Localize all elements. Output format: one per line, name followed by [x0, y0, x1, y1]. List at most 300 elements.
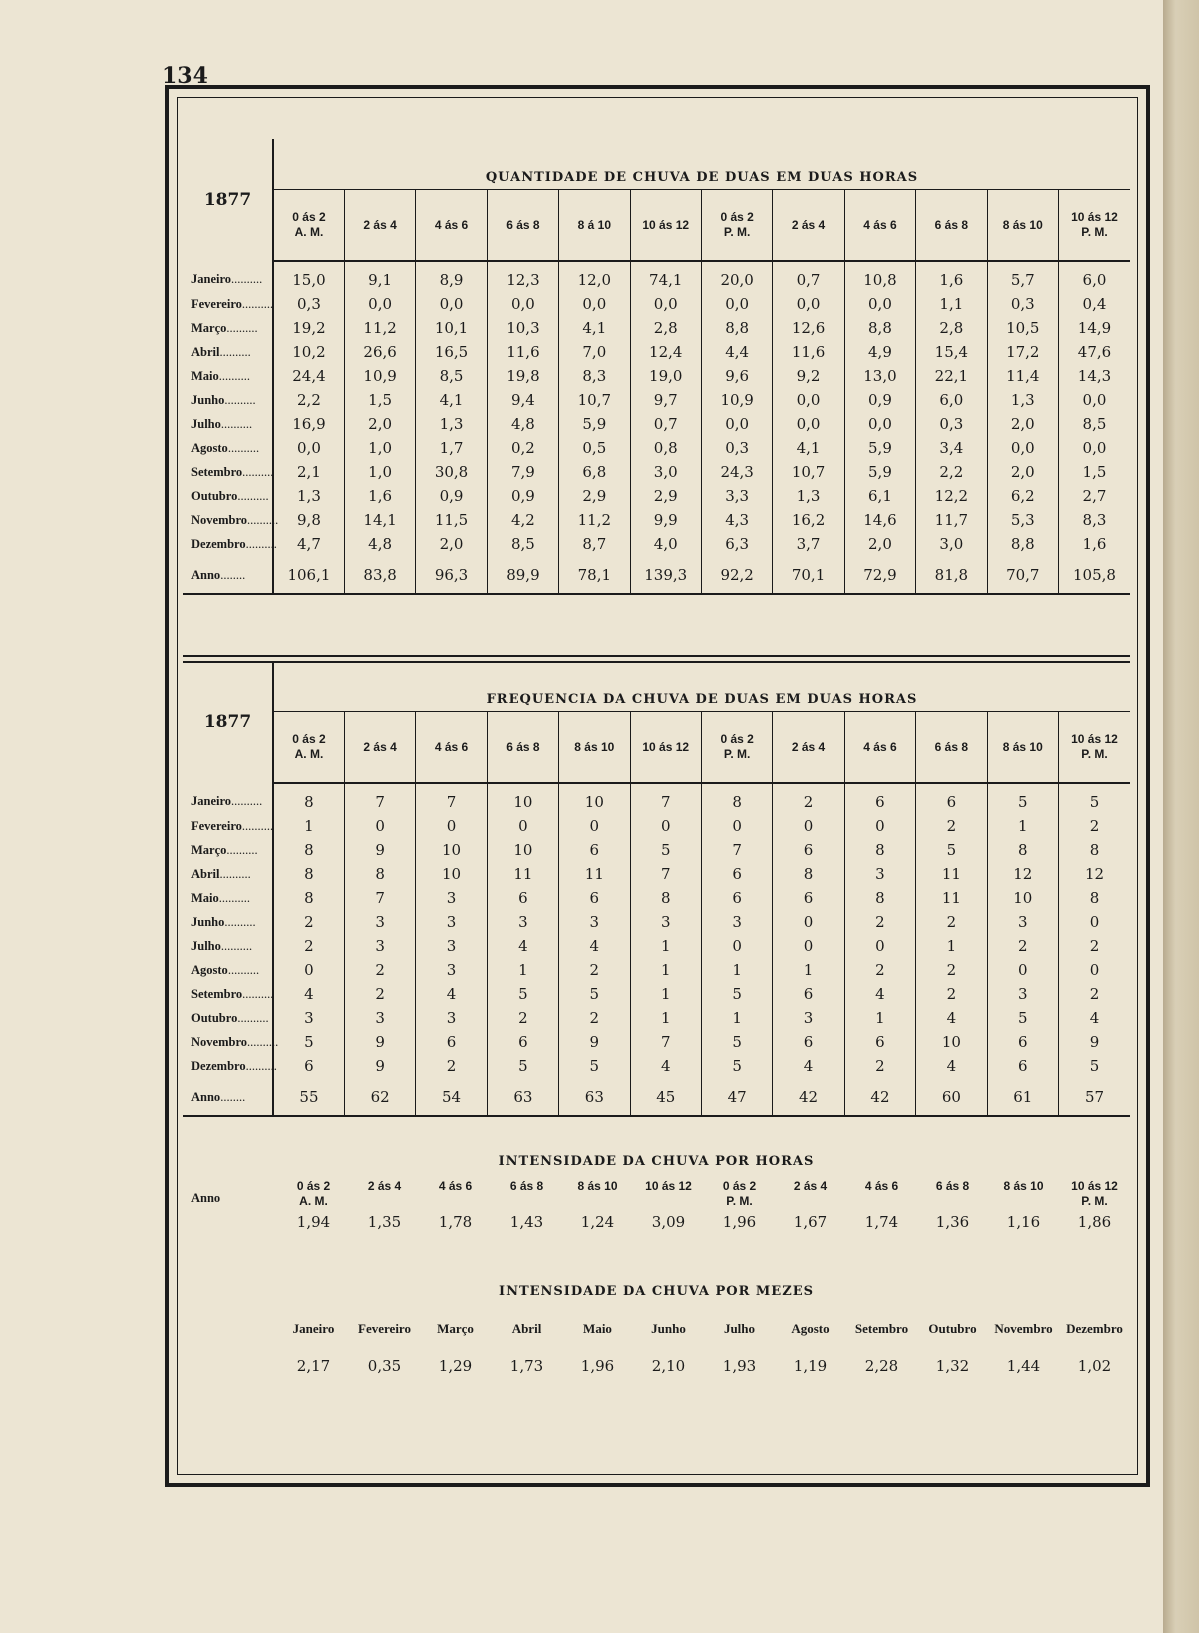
- intensidade-horas-value: 1,96: [722, 1213, 757, 1231]
- data-cell: 2,2: [916, 460, 987, 484]
- data-cell: 17,2: [987, 340, 1058, 364]
- data-cell: 13,0: [844, 364, 915, 388]
- data-cell: 6: [773, 886, 844, 910]
- data-cell: 4: [487, 934, 558, 958]
- table-row: [183, 340, 1130, 364]
- data-cell: 6: [701, 862, 772, 886]
- data-cell: 3: [344, 910, 415, 934]
- column-header: 0 ás 2 A. M.: [273, 712, 344, 784]
- total-cell: 42: [844, 1079, 915, 1117]
- data-cell: 1,3: [987, 388, 1058, 412]
- data-cell: 10: [987, 886, 1058, 910]
- total-cell: 105,8: [1058, 557, 1130, 595]
- row-label: Setembro..........: [183, 982, 273, 1006]
- data-cell: 2,0: [344, 412, 415, 436]
- data-cell: 8,8: [844, 316, 915, 340]
- data-cell: 3,0: [630, 460, 701, 484]
- data-cell: 4: [273, 982, 344, 1006]
- total-cell: 89,9: [487, 557, 558, 595]
- intensidade-mezes-value: 2,28: [864, 1357, 899, 1375]
- data-cell: 0,3: [701, 436, 772, 460]
- intensidade-mezes-header: Dezembro: [1066, 1321, 1123, 1336]
- data-cell: 11,7: [916, 508, 987, 532]
- intensidade-horas-header: 6 ás 8: [935, 1179, 970, 1193]
- data-cell: 11: [916, 862, 987, 886]
- data-cell: 7,0: [559, 340, 630, 364]
- intensidade-mezes-header: Setembro: [854, 1321, 909, 1336]
- data-cell: 9,8: [273, 508, 344, 532]
- data-cell: 3: [487, 910, 558, 934]
- data-cell: 1: [701, 958, 772, 982]
- data-cell: 12,3: [487, 261, 558, 292]
- data-cell: 5: [273, 1030, 344, 1054]
- data-cell: 0,0: [844, 292, 915, 316]
- data-cell: 8,3: [559, 364, 630, 388]
- row-label: Fevereiro..........: [183, 814, 273, 838]
- data-cell: 5: [701, 982, 772, 1006]
- data-cell: 4,4: [701, 340, 772, 364]
- data-cell: 1: [630, 982, 701, 1006]
- data-cell: 3: [630, 910, 701, 934]
- data-cell: 5: [630, 838, 701, 862]
- intensidade-horas-header: 10 ás 12 P. M.: [1071, 1179, 1118, 1208]
- data-cell: 74,1: [630, 261, 701, 292]
- data-cell: 6: [487, 1030, 558, 1054]
- column-header: 10 ás 12: [630, 712, 701, 784]
- data-cell: 0,0: [487, 292, 558, 316]
- data-cell: 0,0: [773, 412, 844, 436]
- data-cell: 8: [773, 862, 844, 886]
- data-cell: 3,4: [916, 436, 987, 460]
- data-cell: 0,2: [487, 436, 558, 460]
- data-cell: 0,8: [630, 436, 701, 460]
- column-header: 6 ás 8: [916, 712, 987, 784]
- intensidade-horas-header: 2 ás 4: [367, 1179, 402, 1193]
- data-cell: 11,6: [773, 340, 844, 364]
- data-cell: 14,9: [1077, 319, 1112, 337]
- data-cell: 5,9: [559, 412, 630, 436]
- data-cell: 2,9: [559, 484, 630, 508]
- data-cell: 6,0: [1082, 271, 1107, 289]
- total-cell: 70,1: [773, 557, 844, 595]
- row-label: Janeiro..........: [183, 261, 273, 292]
- data-cell: 8,7: [559, 532, 630, 557]
- data-cell: 1,5: [1082, 463, 1107, 481]
- row-label: Julho..........: [183, 412, 273, 436]
- data-cell: 3: [559, 910, 630, 934]
- data-cell: 10,7: [773, 460, 844, 484]
- data-cell: 14,1: [344, 508, 415, 532]
- data-cell: 2: [987, 934, 1058, 958]
- table-row: [183, 1054, 1130, 1079]
- data-cell: 0,3: [987, 292, 1058, 316]
- data-cell: 0,4: [1082, 295, 1107, 313]
- data-cell: 5: [987, 783, 1058, 814]
- intensidade-horas-value: 1,94: [296, 1213, 331, 1231]
- data-cell: 0,3: [916, 412, 987, 436]
- data-cell: 3: [416, 934, 487, 958]
- data-cell: 4,1: [416, 388, 487, 412]
- data-cell: 1: [916, 934, 987, 958]
- intensidade-mezes-header: Maio: [583, 1321, 612, 1336]
- data-cell: 10,9: [701, 388, 772, 412]
- column-header: 10 ás 12 P. M.: [1058, 190, 1130, 262]
- column-header: 4 ás 6: [844, 712, 915, 784]
- row-label: Julho..........: [183, 934, 273, 958]
- data-cell: 1: [844, 1006, 915, 1030]
- data-cell: 2,8: [630, 316, 701, 340]
- data-cell: 3: [273, 1006, 344, 1030]
- intensidade-horas-header: 4 ás 6: [438, 1179, 473, 1193]
- table-row: [183, 886, 1130, 910]
- data-cell: 8: [630, 886, 701, 910]
- data-cell: 1: [630, 958, 701, 982]
- data-cell: 1: [987, 814, 1058, 838]
- data-cell: 7: [416, 783, 487, 814]
- total-row: [183, 1079, 1130, 1117]
- total-cell: 61: [987, 1079, 1058, 1117]
- section-divider: [183, 655, 1130, 657]
- data-cell: 0,0: [273, 436, 344, 460]
- column-header: 0 ás 2 P. M.: [701, 712, 772, 784]
- table-row: [183, 910, 1130, 934]
- table-row: [183, 388, 1130, 412]
- data-cell: 2: [273, 910, 344, 934]
- data-cell: 15,4: [916, 340, 987, 364]
- table-row: [183, 292, 1130, 316]
- data-cell: 0,9: [844, 388, 915, 412]
- row-label: Janeiro..........: [183, 783, 273, 814]
- row-label: Maio..........: [183, 886, 273, 910]
- data-cell: 3: [416, 1006, 487, 1030]
- data-cell: 0: [273, 958, 344, 982]
- data-cell: 1: [630, 1006, 701, 1030]
- data-cell: 1,6: [344, 484, 415, 508]
- data-cell: 19,2: [273, 316, 344, 340]
- total-cell: 60: [916, 1079, 987, 1117]
- data-cell: 19,8: [487, 364, 558, 388]
- data-cell: 5: [559, 982, 630, 1006]
- table-title: FREQUENCIA DA CHUVA DE DUAS EM DUAS HORAS: [273, 661, 1130, 712]
- data-cell: 2,1: [273, 460, 344, 484]
- row-label: Outubro..........: [183, 484, 273, 508]
- data-cell: 6: [273, 1054, 344, 1079]
- data-cell: 10: [416, 838, 487, 862]
- data-cell: 10: [487, 838, 558, 862]
- data-cell: 5,7: [987, 261, 1058, 292]
- data-cell: 6: [987, 1030, 1058, 1054]
- data-cell: 1,3: [416, 412, 487, 436]
- data-cell: 8: [1089, 841, 1100, 859]
- data-cell: 4,1: [773, 436, 844, 460]
- row-label: Maio..........: [183, 364, 273, 388]
- data-cell: 9,7: [630, 388, 701, 412]
- data-cell: 1,0: [344, 460, 415, 484]
- data-cell: 3: [773, 1006, 844, 1030]
- data-cell: 8: [273, 783, 344, 814]
- table-row: [183, 783, 1130, 814]
- data-cell: 8,8: [701, 316, 772, 340]
- intensidade-mezes-title: INTENSIDADE DA CHUVA POR MEZES: [498, 1284, 815, 1299]
- data-cell: 2: [1089, 985, 1100, 1003]
- column-header: 6 ás 8: [487, 712, 558, 784]
- table-row: [183, 484, 1130, 508]
- column-header: 6 ás 8: [916, 190, 987, 262]
- data-cell: 7: [630, 1030, 701, 1054]
- row-label: Outubro..........: [183, 1006, 273, 1030]
- column-header: 10 ás 12 P. M.: [1058, 712, 1130, 784]
- table-row: [183, 838, 1130, 862]
- data-cell: 2: [416, 1054, 487, 1079]
- table-row: [183, 934, 1130, 958]
- data-cell: 9,6: [701, 364, 772, 388]
- data-cell: 14,3: [1077, 367, 1112, 385]
- data-cell: 10: [487, 783, 558, 814]
- data-cell: 0: [701, 934, 772, 958]
- data-cell: 26,6: [344, 340, 415, 364]
- data-cell: 0,0: [416, 292, 487, 316]
- data-cell: 11,6: [487, 340, 558, 364]
- data-cell: 6: [987, 1054, 1058, 1079]
- data-cell: 2: [916, 814, 987, 838]
- data-cell: 7: [630, 862, 701, 886]
- table-row: [183, 1006, 1130, 1030]
- data-cell: 6: [416, 1030, 487, 1054]
- column-header: 6 ás 8: [487, 190, 558, 262]
- data-cell: 1,3: [773, 484, 844, 508]
- intensidade-mezes-header: Agosto: [791, 1321, 830, 1336]
- intensidade-mezes-value: 1,19: [793, 1357, 828, 1375]
- data-cell: 0: [416, 814, 487, 838]
- intensidade-horas-value: 3,09: [651, 1213, 686, 1231]
- data-cell: 6,3: [701, 532, 772, 557]
- intensidade-mezes-header: Outubro: [928, 1321, 977, 1336]
- column-header: 4 ás 6: [416, 190, 487, 262]
- row-label: Setembro..........: [183, 460, 273, 484]
- data-cell: 0,0: [559, 292, 630, 316]
- data-cell: 5: [701, 1030, 772, 1054]
- data-cell: 2,0: [987, 412, 1058, 436]
- intensidade-horas-header: 0 ás 2 A. M.: [296, 1179, 331, 1208]
- total-cell: 139,3: [630, 557, 701, 595]
- total-cell: 63: [487, 1079, 558, 1117]
- data-cell: 8: [1089, 889, 1100, 907]
- data-cell: 2: [916, 910, 987, 934]
- row-label: Junho..........: [183, 910, 273, 934]
- data-cell: 3,7: [773, 532, 844, 557]
- data-cell: 10,1: [416, 316, 487, 340]
- data-cell: 10,7: [559, 388, 630, 412]
- data-cell: 4: [916, 1054, 987, 1079]
- intensidade-horas-value: 1,16: [1006, 1213, 1041, 1231]
- intensidade-horas-value: 1,24: [580, 1213, 615, 1231]
- data-cell: 1,6: [1082, 535, 1107, 553]
- data-cell: 11: [559, 862, 630, 886]
- data-cell: 0,0: [1082, 439, 1107, 457]
- data-cell: 5: [487, 1054, 558, 1079]
- data-cell: 2: [1089, 937, 1100, 955]
- data-cell: 8: [273, 862, 344, 886]
- data-cell: 8: [987, 838, 1058, 862]
- data-cell: 12,6: [773, 316, 844, 340]
- row-label: Novembro..........: [183, 1030, 273, 1054]
- row-label: Fevereiro..........: [183, 292, 273, 316]
- data-cell: 9: [344, 838, 415, 862]
- table-row: [183, 261, 1130, 292]
- intensidade-mezes-header-row: [183, 1321, 1130, 1337]
- intensidade-horas-value: 1,78: [438, 1213, 473, 1231]
- data-cell: 5: [701, 1054, 772, 1079]
- intensidade-horas-row-label: Anno: [191, 1191, 221, 1205]
- data-cell: 11,2: [559, 508, 630, 532]
- data-cell: 6,8: [559, 460, 630, 484]
- data-cell: 8,5: [416, 364, 487, 388]
- data-cell: 0,0: [987, 436, 1058, 460]
- row-label: Dezembro..........: [183, 532, 273, 557]
- data-cell: 11,2: [344, 316, 415, 340]
- data-cell: 4: [630, 1054, 701, 1079]
- data-cell: 0: [559, 814, 630, 838]
- intensidade-horas-value: 1,43: [509, 1213, 544, 1231]
- data-cell: 8,5: [487, 532, 558, 557]
- row-label: Abril..........: [183, 340, 273, 364]
- row-label: Dezembro..........: [183, 1054, 273, 1079]
- data-cell: 5: [987, 1006, 1058, 1030]
- data-cell: 9,9: [630, 508, 701, 532]
- data-cell: 10,9: [344, 364, 415, 388]
- data-cell: 10: [416, 862, 487, 886]
- data-cell: 0: [1089, 913, 1100, 931]
- data-cell: 3,0: [916, 532, 987, 557]
- data-cell: 0,0: [630, 292, 701, 316]
- data-cell: 4,8: [487, 412, 558, 436]
- total-cell: 55: [273, 1079, 344, 1117]
- data-cell: 2,9: [630, 484, 701, 508]
- intensidade-horas-header: 6 ás 8: [509, 1179, 544, 1193]
- table-row: [183, 436, 1130, 460]
- intensidade-mezes-header: Março: [437, 1321, 474, 1336]
- row-label: Junho..........: [183, 388, 273, 412]
- data-cell: 6: [844, 783, 915, 814]
- intensidade-mezes-header: Abril: [511, 1321, 542, 1336]
- intensidade-mezes-value: 1,73: [509, 1357, 544, 1375]
- total-cell: 45: [630, 1079, 701, 1117]
- frequencia-section: [183, 661, 1130, 1117]
- total-cell: 83,8: [344, 557, 415, 595]
- data-cell: 0,9: [487, 484, 558, 508]
- intensidade-mezes-header: Julho: [723, 1321, 756, 1336]
- data-cell: 4: [1089, 1009, 1100, 1027]
- data-cell: 2: [344, 958, 415, 982]
- data-cell: 5,9: [844, 436, 915, 460]
- data-cell: 8,8: [987, 532, 1058, 557]
- intensidade-mezes-header: Janeiro: [292, 1321, 335, 1336]
- total-cell: 72,9: [844, 557, 915, 595]
- intensidade-mezes-header: Fevereiro: [358, 1321, 411, 1336]
- data-cell: 12,2: [916, 484, 987, 508]
- data-cell: 7: [344, 886, 415, 910]
- data-cell: 2: [844, 910, 915, 934]
- total-label: Anno........: [183, 557, 273, 595]
- total-label: Anno........: [183, 1079, 273, 1117]
- data-cell: 30,8: [416, 460, 487, 484]
- intensidade-horas-value: 1,86: [1077, 1213, 1112, 1231]
- table-row: [183, 532, 1130, 557]
- column-header: 2 ás 4: [344, 190, 415, 262]
- data-cell: 8: [844, 886, 915, 910]
- intensidade-horas-header-row: [183, 1179, 1130, 1209]
- data-cell: 3: [987, 910, 1058, 934]
- intensidade-mezes-value: 1,93: [722, 1357, 757, 1375]
- table-row: [183, 316, 1130, 340]
- data-cell: 1: [773, 958, 844, 982]
- intensidade-mezes-header: Junho: [651, 1321, 686, 1336]
- intensidade-mezes-value: 1,96: [580, 1357, 615, 1375]
- column-header: 4 ás 6: [844, 190, 915, 262]
- table-row: [183, 958, 1130, 982]
- table-row: [183, 412, 1130, 436]
- total-cell: 92,2: [701, 557, 772, 595]
- data-cell: 6: [487, 886, 558, 910]
- data-cell: 7,9: [487, 460, 558, 484]
- row-label: Novembro..........: [183, 508, 273, 532]
- data-cell: 10,3: [487, 316, 558, 340]
- total-cell: 70,7: [987, 557, 1058, 595]
- data-cell: 10,8: [844, 261, 915, 292]
- data-cell: 6: [559, 886, 630, 910]
- data-cell: 22,1: [916, 364, 987, 388]
- page-number: 134: [162, 63, 208, 89]
- data-cell: 16,9: [273, 412, 344, 436]
- data-cell: 2,0: [844, 532, 915, 557]
- data-cell: 7: [701, 838, 772, 862]
- data-cell: 3: [416, 958, 487, 982]
- data-cell: 9: [344, 1054, 415, 1079]
- intensidade-horas-value: 1,74: [864, 1213, 899, 1231]
- data-cell: 0,7: [773, 261, 844, 292]
- data-cell: 8,5: [1082, 415, 1107, 433]
- data-cell: 2: [559, 958, 630, 982]
- data-cell: 8: [844, 838, 915, 862]
- data-cell: 10: [916, 1030, 987, 1054]
- data-cell: 5: [487, 982, 558, 1006]
- data-cell: 3: [844, 862, 915, 886]
- data-cell: 9: [559, 1030, 630, 1054]
- data-cell: 9: [1089, 1033, 1100, 1051]
- intensidade-horas-header: 2 ás 4: [793, 1179, 828, 1193]
- data-cell: 0,0: [844, 412, 915, 436]
- data-cell: 11: [487, 862, 558, 886]
- table-row: [183, 508, 1130, 532]
- data-cell: 4,1: [559, 316, 630, 340]
- data-cell: 4: [559, 934, 630, 958]
- data-cell: 6: [701, 886, 772, 910]
- data-cell: 7: [630, 783, 701, 814]
- data-cell: 2,2: [273, 388, 344, 412]
- data-cell: 0: [773, 814, 844, 838]
- column-header: 8 á 10: [559, 190, 630, 262]
- data-cell: 0,3: [273, 292, 344, 316]
- total-cell: 62: [344, 1079, 415, 1117]
- intensidade-mezes-value: 1,32: [935, 1357, 970, 1375]
- data-cell: 6,0: [916, 388, 987, 412]
- intensidade-horas-section: [183, 1154, 1130, 1231]
- data-cell: 2: [844, 1054, 915, 1079]
- data-cell: 24,4: [273, 364, 344, 388]
- data-cell: 2: [487, 1006, 558, 1030]
- data-cell: 9,1: [344, 261, 415, 292]
- row-label: Agosto..........: [183, 958, 273, 982]
